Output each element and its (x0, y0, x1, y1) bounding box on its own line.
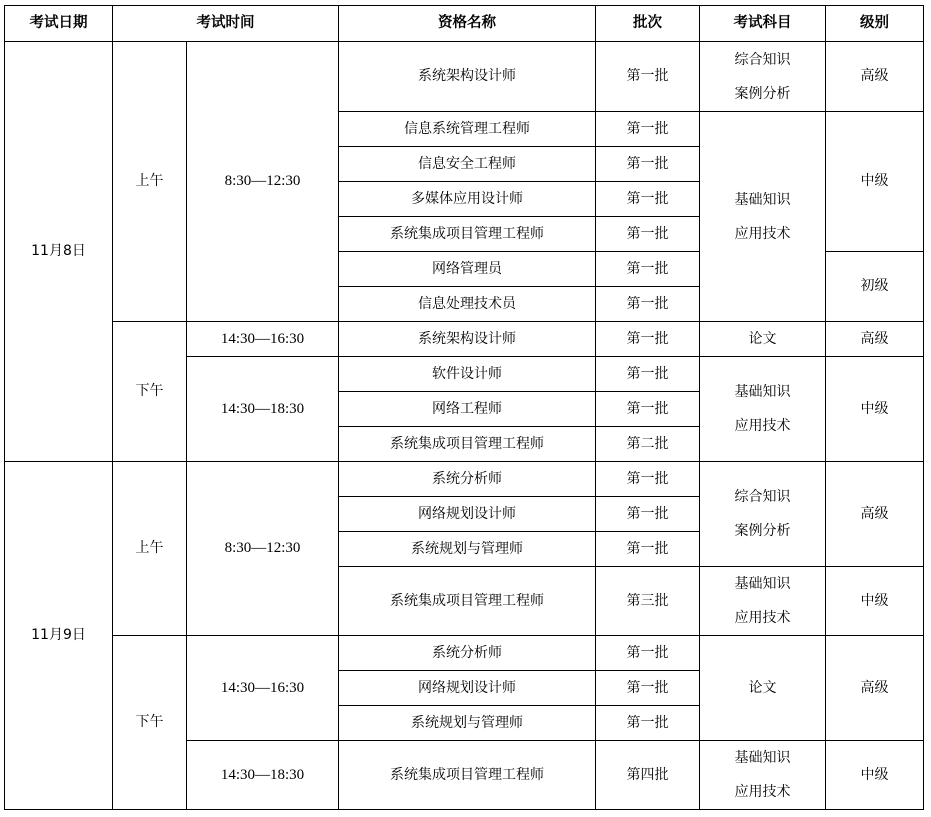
table-row (5, 462, 924, 497)
batch-cell: 第一批 (596, 497, 700, 532)
qualification-cell: 系统集成项目管理工程师 (339, 741, 596, 810)
period-cell: 上午 (113, 42, 187, 322)
level-cell: 高级 (826, 42, 924, 112)
subject-line: 基础知识 (734, 750, 791, 766)
header-exam-date: 考试日期 (5, 6, 113, 42)
batch-cell: 第一批 (596, 636, 700, 671)
exam-schedule-table (4, 5, 924, 810)
qualification-cell: 系统架构设计师 (339, 42, 596, 112)
batch-cell: 第一批 (596, 147, 700, 182)
subject-line: 基础知识 (734, 191, 791, 208)
period-cell: 下午 (113, 322, 187, 462)
level-cell: 中级 (826, 112, 924, 252)
batch-cell: 第一批 (596, 357, 700, 392)
subject-cell: 论文 (700, 322, 826, 357)
time-cell: 14:30—18:30 (187, 741, 339, 810)
batch-cell: 第一批 (596, 252, 700, 287)
batch-cell: 第一批 (596, 671, 700, 706)
subject-cell (700, 462, 826, 567)
exam-date-cell: 11月8日 (5, 42, 113, 462)
level-cell: 中级 (826, 741, 924, 810)
subject-line: 基础知识 (734, 576, 791, 592)
subject-cell (700, 42, 826, 112)
batch-cell: 第一批 (596, 112, 700, 147)
qualification-cell: 网络管理员 (339, 252, 596, 287)
level-cell: 高级 (826, 322, 924, 357)
qualification-cell: 系统规划与管理师 (339, 532, 596, 567)
qualification-cell: 信息系统管理工程师 (339, 112, 596, 147)
batch-cell: 第三批 (596, 567, 700, 636)
qualification-cell: 系统分析师 (339, 462, 596, 497)
subject-cell (700, 567, 826, 636)
header-exam-time: 考试时间 (113, 6, 339, 42)
level-cell: 初级 (826, 252, 924, 322)
table-row (5, 322, 924, 357)
table-row (5, 42, 924, 112)
qualification-cell: 多媒体应用设计师 (339, 182, 596, 217)
header-subject: 考试科目 (700, 6, 826, 42)
level-cell: 高级 (826, 636, 924, 741)
qualification-cell: 系统集成项目管理工程师 (339, 217, 596, 252)
subject-line: 基础知识 (734, 384, 791, 400)
exam-date-cell: 11月9日 (5, 462, 113, 810)
subject-cell (700, 741, 826, 810)
time-cell: 8:30—12:30 (187, 462, 339, 636)
time-cell: 14:30—16:30 (187, 636, 339, 741)
subject-line: 综合知识 (734, 489, 791, 505)
table-row (5, 636, 924, 671)
batch-cell: 第一批 (596, 322, 700, 357)
subject-cell: 论文 (700, 636, 826, 741)
header-level: 级别 (826, 6, 924, 42)
subject-cell (700, 357, 826, 462)
qualification-cell: 网络工程师 (339, 392, 596, 427)
qualification-cell: 系统集成项目管理工程师 (339, 427, 596, 462)
qualification-cell: 系统规划与管理师 (339, 706, 596, 741)
header-qualification: 资格名称 (339, 6, 596, 42)
qualification-cell: 信息处理技术员 (339, 287, 596, 322)
qualification-cell: 网络规划设计师 (339, 671, 596, 706)
batch-cell: 第一批 (596, 706, 700, 741)
subject-line: 应用技术 (734, 418, 791, 434)
subject-line: 应用技术 (734, 610, 791, 626)
subject-line: 综合知识 (734, 51, 791, 68)
header-row (5, 6, 924, 42)
batch-cell: 第二批 (596, 427, 700, 462)
batch-cell: 第四批 (596, 741, 700, 810)
subject-line: 应用技术 (734, 225, 791, 242)
batch-cell: 第一批 (596, 217, 700, 252)
qualification-cell: 网络规划设计师 (339, 497, 596, 532)
header-batch: 批次 (596, 6, 700, 42)
qualification-cell: 系统集成项目管理工程师 (339, 567, 596, 636)
level-cell: 中级 (826, 567, 924, 636)
period-cell: 上午 (113, 462, 187, 636)
subject-line: 应用技术 (734, 784, 791, 800)
qualification-cell: 软件设计师 (339, 357, 596, 392)
batch-cell: 第一批 (596, 532, 700, 567)
level-cell: 中级 (826, 357, 924, 462)
subject-line: 案例分析 (734, 523, 791, 539)
batch-cell: 第一批 (596, 462, 700, 497)
subject-cell (700, 112, 826, 322)
batch-cell: 第一批 (596, 287, 700, 322)
qualification-cell: 信息安全工程师 (339, 147, 596, 182)
subject-line: 案例分析 (734, 85, 791, 102)
batch-cell: 第一批 (596, 182, 700, 217)
qualification-cell: 系统分析师 (339, 636, 596, 671)
time-cell: 8:30—12:30 (187, 42, 339, 322)
time-cell: 14:30—18:30 (187, 357, 339, 462)
qualification-cell: 系统架构设计师 (339, 322, 596, 357)
batch-cell: 第一批 (596, 42, 700, 112)
time-cell: 14:30—16:30 (187, 322, 339, 357)
batch-cell: 第一批 (596, 392, 700, 427)
period-cell: 下午 (113, 636, 187, 810)
level-cell: 高级 (826, 462, 924, 567)
